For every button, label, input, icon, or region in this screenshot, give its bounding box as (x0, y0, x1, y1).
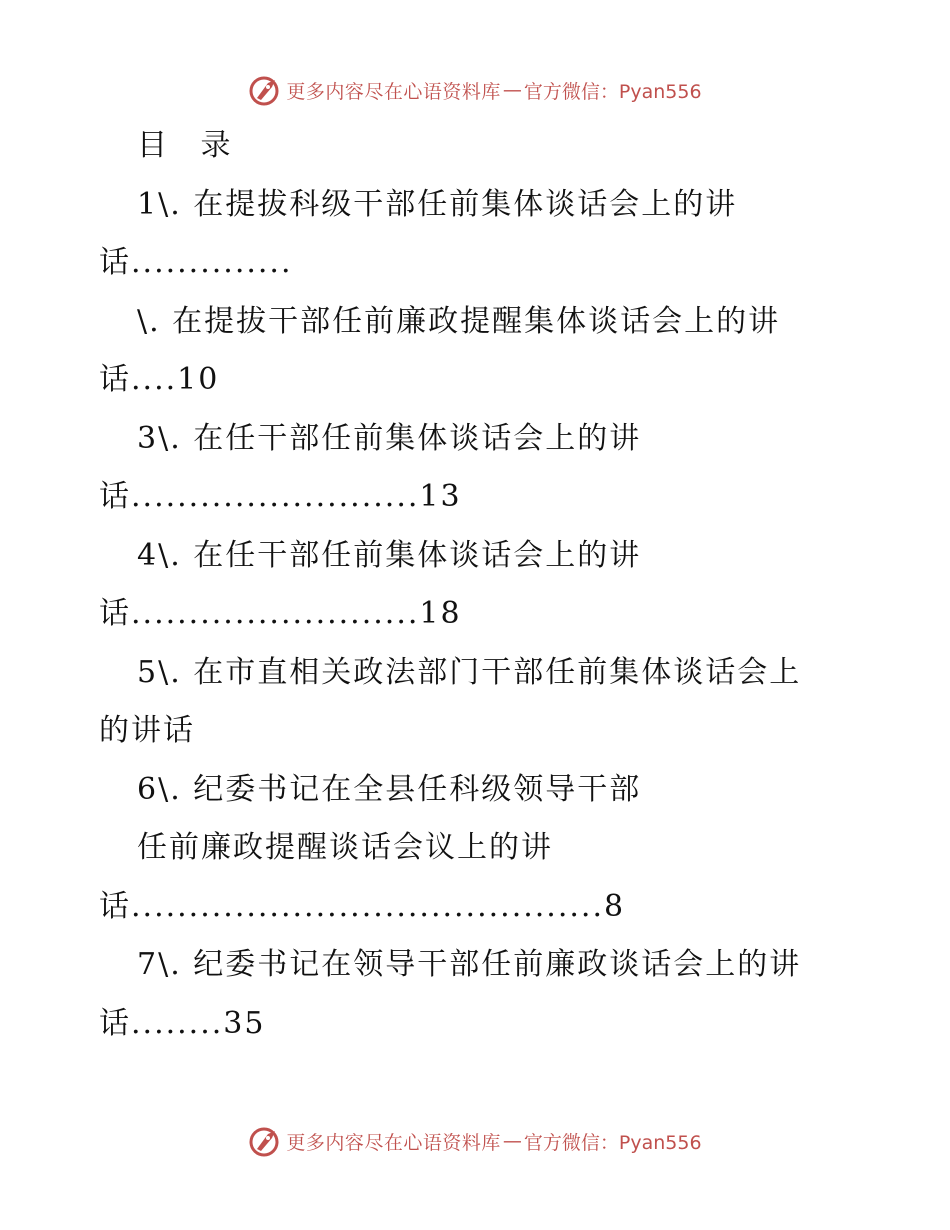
toc-entry-6-cont-2: 话.........................................8 (99, 889, 626, 924)
toc-entry-3: 3\. 在任干部任前集体谈话会上的讲 (137, 421, 642, 456)
pen-nib-logo-icon (248, 73, 282, 107)
toc-entry-6: 6\. 纪委书记在全县任科级领导干部 (137, 772, 642, 807)
watermark-separator: — (502, 79, 522, 101)
toc-entry-4-cont: 话.........................18 (99, 596, 462, 631)
footer-watermark (0, 1121, 950, 1161)
watermark-separator: — (502, 1130, 522, 1152)
toc-entry-1-cont: 话.............. (99, 245, 293, 280)
toc-entry-2: \. 在提拔干部任前廉政提醒集体谈话会上的讲 (137, 304, 781, 339)
toc-entry-4: 4\. 在任干部任前集体谈话会上的讲 (137, 538, 642, 573)
toc-title: 目 录 (137, 128, 243, 163)
toc-entry-3-cont: 话.........................13 (99, 479, 462, 514)
toc-entry-1: 1\. 在提拔科级干部任前集体谈话会上的讲 (137, 187, 738, 222)
pen-nib-logo-icon (248, 1124, 282, 1158)
toc-entry-5: 5\. 在市直相关政法部门干部任前集体谈话会上 (137, 655, 802, 690)
toc-entry-6-cont: 任前廉政提醒谈话会议上的讲 (137, 830, 553, 865)
watermark-account: 官方微信：Pyan556 (523, 80, 702, 103)
toc-entry-7-cont: 话........35 (99, 1006, 266, 1041)
header-watermark (0, 70, 950, 110)
watermark-text: 更多内容尽在心语资料库 (286, 1131, 501, 1154)
watermark-text: 更多内容尽在心语资料库 (286, 80, 501, 103)
toc-entry-5-cont: 的讲话 (99, 713, 195, 748)
watermark-account: 官方微信：Pyan556 (523, 1131, 702, 1154)
toc-entry-7: 7\. 纪委书记在领导干部任前廉政谈话会上的讲 (137, 947, 802, 982)
toc-entry-2-cont: 话....10 (99, 362, 220, 397)
